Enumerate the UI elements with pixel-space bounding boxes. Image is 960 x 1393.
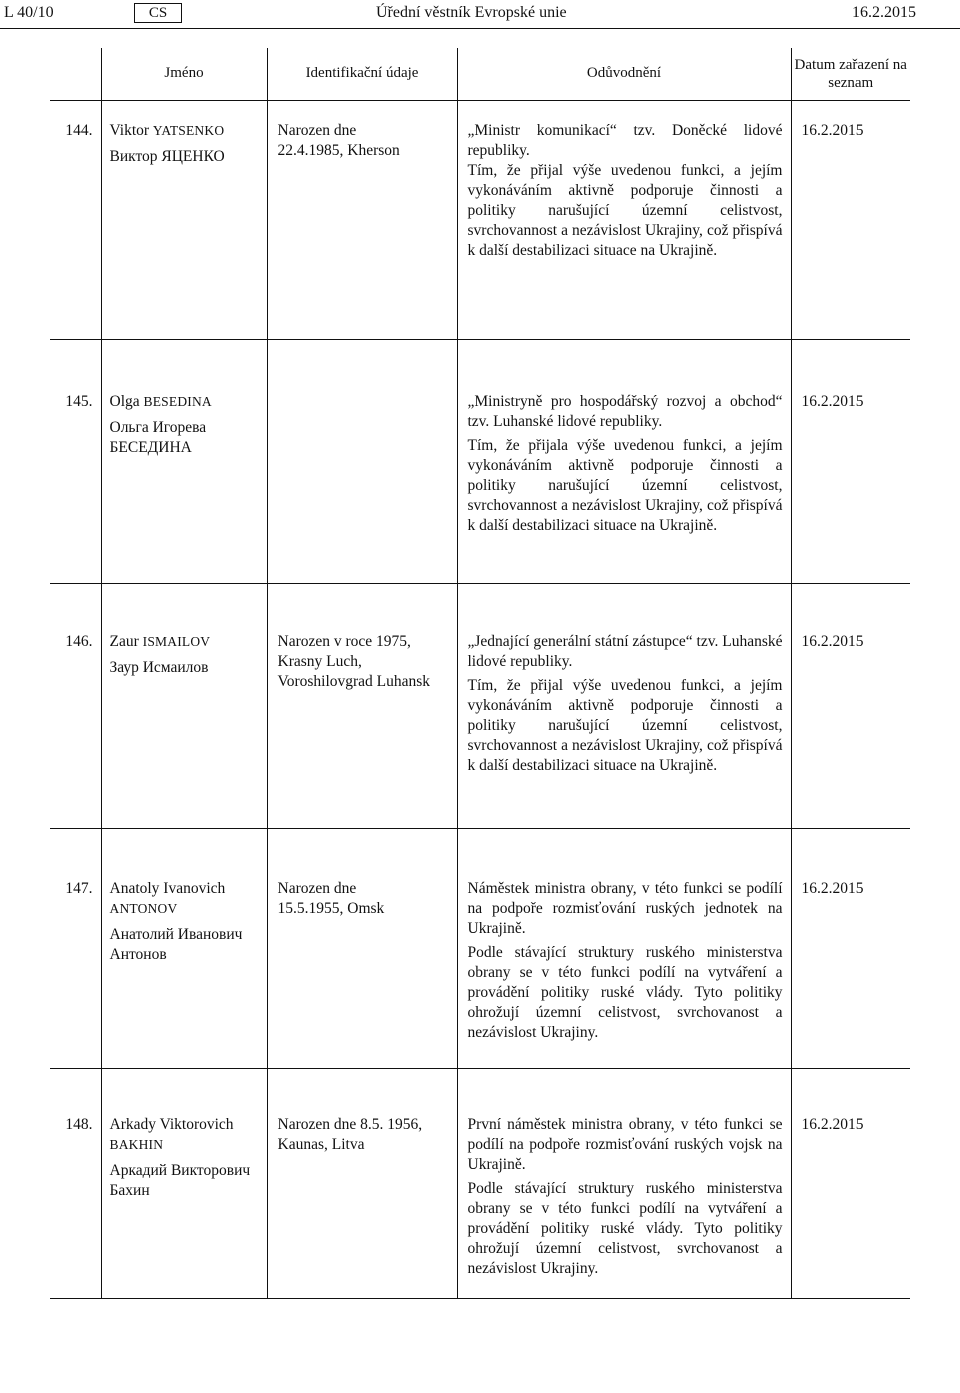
- entry-date: 16.2.2015: [801, 392, 864, 410]
- entry-reason-role: „Ministryně pro hospodářský rozvoj a obchod“ tzv. Luhanské lidové republiky.: [467, 392, 783, 430]
- entry-name-cyrillic: Виктор ЯЦЕНКО: [109, 147, 225, 165]
- col-id-header: Identifikační údaje: [267, 48, 457, 100]
- entry-reason-detail: Podle stávající struktury ruského ministerstva obrany se v této funkci podílí na vytváření a provádění politiky ruské vlády. Tyto politiky ohrožují územní celistvost, svrchovanost a nezávislost Ukrajiny.: [467, 943, 783, 1041]
- entry-reason-detail: Podle stávající struktury ruského ministerstva obrany se v této funkci podílí na vytváření a provádění politiky ruské vlády. Tyto politiky ohrožují územní celistvost, svrchovanost a nezávislost Ukrajiny.: [467, 1179, 783, 1277]
- entry-reason-role: První náměstek ministra obrany, v této funkci se podílí na podpoře rozmisťování ruských vojsk na Ukrajině.: [467, 1115, 783, 1173]
- issue-date: 16.2.2015: [852, 4, 916, 21]
- entry-date: 16.2.2015: [801, 879, 864, 897]
- entry-name-latin: [110, 632, 267, 652]
- entry-reason-detail: Tím, že přijal výše uvedenou funkci, a jejím vykonáváním aktivně podporuje činnosti a politiky narušující územní celistvost, svrchovannost a nezávislost Ukrajiny, což přispívá k další destabilizaci situace na Ukrajině.: [467, 676, 783, 774]
- col-name-header: Jméno: [101, 48, 267, 100]
- table-row: [50, 828, 910, 1068]
- col-date-header-label: Datum zařazení na seznam: [794, 56, 907, 91]
- page-reference: L 40/10: [4, 4, 54, 21]
- table-row: [50, 583, 910, 828]
- entry-reason-role: „Ministr komunikací“ tzv. Doněcké lidové republiky.: [467, 121, 783, 159]
- last-name: YATSENKO: [152, 122, 225, 138]
- table-row: [50, 1068, 910, 1298]
- entry-name-cyrillic: Ольга Игорева БЕСЕДИНА: [109, 418, 207, 456]
- header-rule: [0, 28, 960, 29]
- entry-id-line1: Narozen dne 8.5. 1956, Kaunas, Litva: [277, 1115, 423, 1153]
- journal-title: Úřední věstník Evropské unie: [376, 4, 567, 21]
- first-name: Zaur: [109, 632, 139, 650]
- entry-reason-detail: Tím, že přijala výše uvedenou funkci, a jejím vykonáváním aktivně podporuje činnosti a politiky narušující územní celistvost, svrchovannost a nezávislost Ukrajiny, což přispívá k další destabilizaci situace na Ukrajině.: [467, 436, 783, 534]
- col-number-header: [50, 48, 101, 100]
- entry-name-latin: [110, 1115, 267, 1155]
- entry-reason-role: „Jednající generální státní zástupce“ tzv. Luhanské lidové republiky.: [467, 632, 783, 670]
- entry-date: 16.2.2015: [801, 1115, 864, 1133]
- entry-id-line1: Narozen v roce 1975, Krasny Luch, Voroshilovgrad Luhansk: [277, 632, 431, 690]
- language-code: CS: [134, 3, 182, 23]
- first-name: Viktor: [109, 121, 150, 139]
- entry-number: 144.: [65, 121, 93, 139]
- entry-number: 145.: [65, 392, 93, 410]
- sanctions-table: [50, 48, 910, 1299]
- last-name: BESEDINA: [143, 393, 212, 409]
- journal-header: [0, 0, 960, 28]
- col-reason-header: Odůvodnění: [457, 48, 791, 100]
- entry-name-cyrillic: Аркадий Викторович Бахин: [109, 1161, 251, 1199]
- entry-number: 147.: [65, 879, 93, 897]
- entry-name-latin: [110, 121, 267, 141]
- table-header-row: [50, 48, 910, 100]
- col-date-header: [791, 48, 910, 100]
- entry-number: 146.: [65, 632, 93, 650]
- entry-date: 16.2.2015: [801, 121, 864, 139]
- entry-name-latin: [110, 879, 267, 919]
- entry-id-line1: Narozen dne: [277, 121, 357, 139]
- first-name: Anatoly Ivanovich: [109, 879, 226, 897]
- entry-id-line2: 15.5.1955, Omsk: [277, 899, 385, 917]
- entry-name-cyrillic: Заур Исмаилов: [109, 658, 209, 676]
- first-name: Olga: [109, 392, 140, 410]
- last-name: BAKHIN: [109, 1136, 164, 1152]
- entry-number: 148.: [65, 1115, 93, 1133]
- entry-id-line2: 22.4.1985, Kherson: [277, 141, 400, 159]
- entry-reason-detail: Tím, že přijal výše uvedenou funkci, a jejím vykonáváním aktivně podporuje činnosti a politiky narušující územní celistvost, svrchovannost a nezávislost Ukrajiny, což přispívá k další destabilizaci situace na Ukrajině.: [467, 161, 783, 259]
- table-row: [50, 100, 910, 339]
- table-row: [50, 339, 910, 583]
- entry-name-cyrillic: Анатолий Иванович Антонов: [109, 925, 243, 963]
- entry-date: 16.2.2015: [801, 632, 864, 650]
- last-name: ISMAILOV: [142, 633, 211, 649]
- entry-id-line1: Narozen dne: [277, 879, 357, 897]
- entry-reason-role: Náměstek ministra obrany, v této funkci se podílí na podpoře rozmisťování ruských jednotek na Ukrajině.: [467, 879, 783, 937]
- first-name: Arkady Viktorovich: [109, 1115, 234, 1133]
- last-name: ANTONOV: [109, 900, 178, 916]
- entry-name-latin: [110, 392, 267, 412]
